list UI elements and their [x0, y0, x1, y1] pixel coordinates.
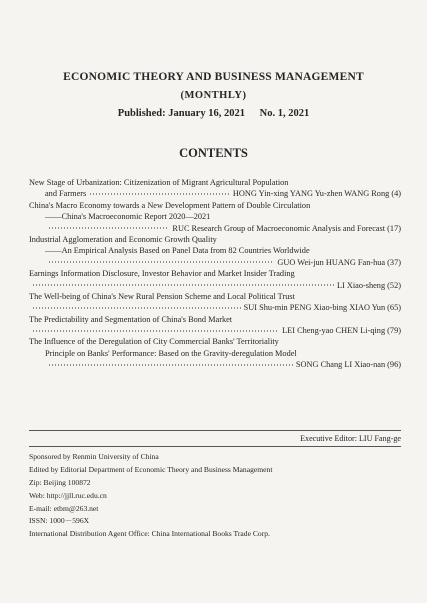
- issue-number: No. 1, 2021: [259, 108, 310, 119]
- toc-entry-author-line: [29, 302, 401, 313]
- editor-line: Edited by Editorial Department of Economic Theory and Business Management: [29, 464, 273, 474]
- toc-entry-authors: HONG Yin-xing YANG Yu-zhen WANG Rong (4): [232, 189, 401, 199]
- toc-entry: [29, 291, 401, 314]
- zip-line: Zip: Beijing 100872: [29, 477, 91, 487]
- toc-entry-authors: SONG Chang LI Xiao-nan (96): [295, 360, 401, 370]
- toc-entry: [29, 268, 401, 291]
- web-line: Web: http://jjll.ruc.edu.cn: [29, 490, 107, 500]
- dot-leader: [89, 192, 230, 196]
- table-of-contents: [29, 177, 401, 371]
- distribution-line: International Distribution Agent Office: China International Books Trade Corp.: [29, 529, 270, 539]
- toc-entry-author-line: [29, 257, 401, 268]
- toc-entry-title-line: ——An Empirical Analysis Based on Panel Data from 82 Countries Worldwide: [45, 246, 310, 256]
- toc-entry-authors: GUO Wei-jun HUANG Fan-hua (37): [277, 257, 401, 267]
- dot-leader: [32, 283, 334, 287]
- sponsor-line: Sponsored by Renmin University of China: [29, 452, 159, 461]
- toc-entry-title-lead: and Farmers: [45, 189, 87, 199]
- toc-entry-author-line: [29, 325, 401, 336]
- executive-editor: Executive Editor: LIU Fang-ge: [300, 434, 401, 443]
- toc-entry-title-line: The Well-being of China's New Rural Pension Scheme and Local Political Trust: [29, 291, 295, 301]
- contents-heading: CONTENTS: [179, 146, 248, 160]
- toc-entry: [29, 177, 401, 200]
- toc-entry: [29, 314, 401, 337]
- divider-bottom: [29, 446, 401, 447]
- journal-frequency: (MONTHLY): [180, 90, 247, 101]
- toc-entry-title-line: China's Macro Economy towards a New Development Pattern of Double Circulation: [29, 200, 311, 210]
- toc-entry-title-line: The Influence of the Deregulation of City Commercial Banks' Territoriality: [29, 337, 279, 347]
- published-date: Published: January 16, 2021: [117, 108, 245, 119]
- toc-entry: [29, 200, 401, 234]
- toc-entry-authors: SUI Shu-min PENG Xiao-bing XIAO Yun (65): [243, 303, 401, 313]
- toc-entry-author-line: [29, 359, 401, 370]
- toc-entry-authors: RUC Research Group of Macroeconomic Analysis and Forecast (17): [172, 223, 401, 233]
- toc-entry-title-line: Principle on Banks' Performance: Based on the Gravity-deregulation Model: [45, 348, 297, 358]
- email-line: E-mail: etbm@263.net: [29, 503, 99, 513]
- toc-entry-author-line: [29, 188, 401, 199]
- dot-leader: [48, 260, 274, 264]
- toc-entry-authors: LI Xiao-sheng (52): [336, 280, 401, 290]
- toc-entry-title-line: The Predictability and Segmentation of China's Bond Market: [29, 314, 233, 324]
- toc-entry-author-line: [29, 223, 401, 234]
- dot-leader: [32, 306, 241, 310]
- toc-entry: [29, 336, 401, 370]
- toc-entry-title-line: Industrial Agglomeration and Economic Growth Quality: [29, 234, 217, 244]
- toc-entry: [29, 234, 401, 268]
- dot-leader: [48, 226, 169, 230]
- toc-entry-title-line: ——China's Macroeconomic Report 2020—2021: [45, 212, 211, 222]
- dot-leader: [48, 363, 293, 367]
- toc-entry-authors: LEI Cheng-yao CHEN Li-qing (79): [282, 326, 401, 336]
- toc-entry-title-line: Earnings Information Disclosure, Investor Behavior and Market Insider Trading: [29, 269, 295, 279]
- publication-line: [0, 108, 427, 119]
- toc-entry-title-line: New Stage of Urbanization: Citizenization of Migrant Agricultural Population: [29, 178, 289, 187]
- publication-info: [29, 451, 272, 541]
- toc-entry-author-line: [29, 280, 401, 291]
- divider-top: [29, 430, 401, 431]
- journal-title: ECONOMIC THEORY AND BUSINESS MANAGEMENT: [63, 71, 364, 83]
- dot-leader: [32, 329, 279, 333]
- issn-line: ISSN: 1000－596X: [29, 516, 90, 526]
